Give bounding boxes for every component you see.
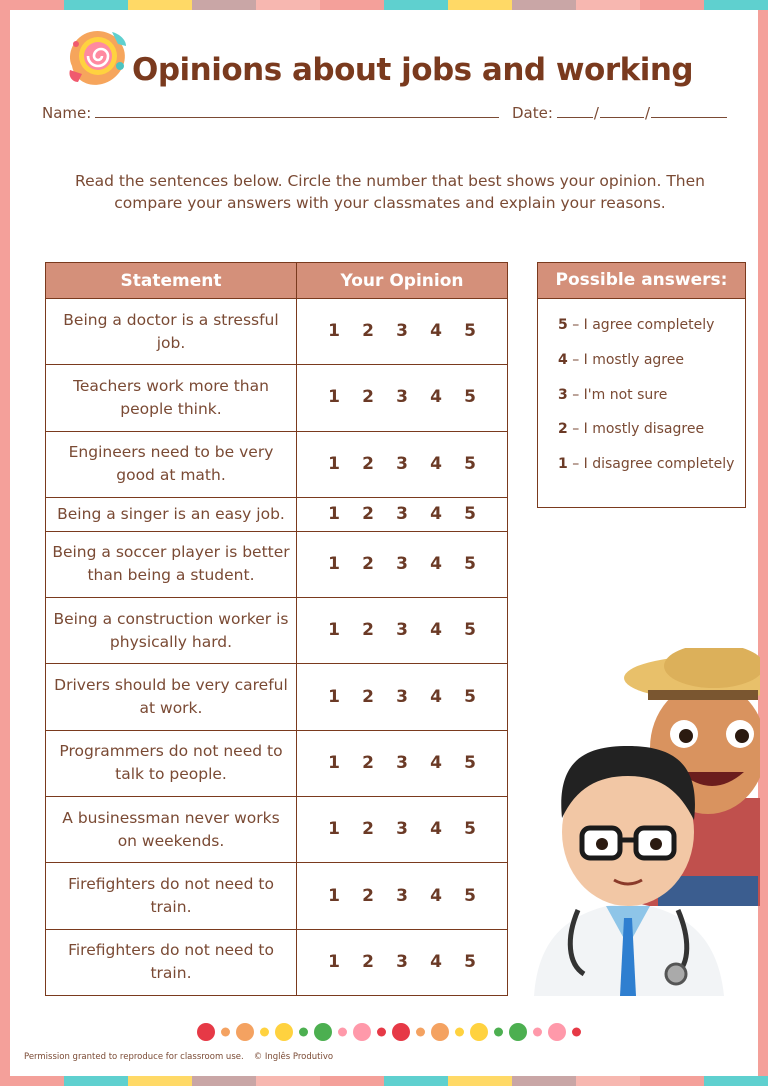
- decorative-dot: [455, 1028, 464, 1037]
- table-row: [46, 598, 508, 664]
- bottom-color-stripe: [0, 1076, 768, 1086]
- opinion-option[interactable]: 2: [362, 752, 374, 773]
- opinion-scale: [303, 619, 501, 642]
- opinion-scale: [303, 386, 501, 409]
- answer-item: [558, 313, 745, 348]
- opinion-option[interactable]: 5: [464, 553, 476, 574]
- possible-answers-title: Possible answers:: [538, 263, 745, 299]
- opinion-option[interactable]: 5: [464, 951, 476, 972]
- top-color-stripe: [0, 0, 768, 10]
- opinion-option[interactable]: 4: [430, 387, 442, 408]
- answer-text: – I mostly disagree: [567, 421, 705, 438]
- table-row: [46, 497, 508, 531]
- opinion-option[interactable]: 4: [430, 752, 442, 773]
- opinion-option[interactable]: 5: [464, 503, 476, 524]
- stripe-segment: [192, 0, 256, 10]
- decorative-dot: [509, 1023, 527, 1041]
- decorative-dot: [572, 1028, 581, 1037]
- decorative-dot: [353, 1023, 371, 1041]
- opinion-option[interactable]: 5: [464, 752, 476, 773]
- opinion-option[interactable]: 3: [396, 686, 408, 707]
- stripe-segment: [704, 1076, 768, 1086]
- statement-cell: Being a doctor is a stressful job.: [46, 299, 297, 365]
- stripe-segment: [384, 1076, 448, 1086]
- opinion-option[interactable]: 3: [396, 503, 408, 524]
- stripe-segment: [576, 1076, 640, 1086]
- stripe-segment: [512, 0, 576, 10]
- page-frame-left: [0, 0, 10, 1086]
- statement-cell: Firefighters do not need to train.: [46, 929, 297, 995]
- opinion-cell: [297, 531, 508, 597]
- stripe-segment: [320, 1076, 384, 1086]
- opinion-option[interactable]: 1: [328, 951, 340, 972]
- answer-text: – I agree completely: [567, 317, 715, 333]
- opinion-scale: [303, 818, 501, 841]
- name-date-row: [42, 104, 732, 122]
- opinion-option[interactable]: 4: [430, 553, 442, 574]
- date-month-blank[interactable]: [600, 104, 644, 118]
- swirl-logo-icon: [64, 26, 130, 88]
- opinion-option[interactable]: 1: [328, 321, 340, 342]
- opinion-scale: [303, 752, 501, 775]
- stripe-segment: [256, 0, 320, 10]
- opinion-option[interactable]: 5: [464, 620, 476, 641]
- stripe-segment: [704, 0, 768, 10]
- decorative-dot: [416, 1028, 425, 1037]
- opinion-option[interactable]: 5: [464, 387, 476, 408]
- opinion-header: Your Opinion: [297, 263, 508, 299]
- opinion-option[interactable]: 2: [362, 819, 374, 840]
- answer-number: 5: [558, 317, 568, 333]
- date-label: Date:: [512, 104, 553, 122]
- opinion-cell: [297, 929, 508, 995]
- opinion-option[interactable]: 5: [464, 321, 476, 342]
- decorative-dot: [260, 1028, 269, 1037]
- opinion-option[interactable]: 3: [396, 553, 408, 574]
- possible-answers-box: [537, 262, 746, 508]
- stripe-segment: [384, 0, 448, 10]
- decorative-dot: [236, 1023, 254, 1041]
- opinion-option[interactable]: 2: [362, 686, 374, 707]
- instructions: Read the sentences below. Circle the number that best shows your opinion. Then compare your answers with your classmates and explain your reasons.: [75, 172, 705, 212]
- date-separator: /: [593, 104, 599, 122]
- opinion-option[interactable]: 2: [362, 453, 374, 474]
- opinion-option[interactable]: 2: [362, 503, 374, 524]
- answer-number: 4: [558, 351, 568, 368]
- answer-number: 3: [558, 386, 568, 403]
- opinion-option[interactable]: 1: [328, 819, 340, 840]
- date-separator: /: [644, 104, 651, 122]
- page-title: Opinions about jobs and working: [132, 52, 694, 88]
- decorative-dot: [377, 1028, 386, 1037]
- opinion-option[interactable]: 4: [430, 686, 442, 707]
- answer-item: [558, 383, 745, 418]
- stripe-segment: [64, 1076, 128, 1086]
- statement-cell: Programmers do not need to talk to people.: [46, 730, 297, 796]
- opinion-cell: [297, 299, 508, 365]
- opinion-cell: [297, 431, 508, 497]
- decorative-dot: [338, 1028, 347, 1037]
- decorative-dot: [275, 1023, 293, 1041]
- opinion-option[interactable]: 3: [396, 819, 408, 840]
- answer-item: [558, 417, 745, 452]
- table-row: [46, 365, 508, 431]
- table-header-row: [46, 263, 508, 299]
- opinion-option[interactable]: 1: [328, 686, 340, 707]
- opinion-scale: [303, 686, 501, 709]
- statement-cell: A businessman never works on weekends.: [46, 797, 297, 863]
- opinion-option[interactable]: 5: [464, 686, 476, 707]
- decorative-dot: [314, 1023, 332, 1041]
- opinion-option[interactable]: 2: [362, 885, 374, 906]
- opinion-option[interactable]: 4: [430, 885, 442, 906]
- stripe-segment: [0, 0, 64, 10]
- copyright-note: © Inglês Produtivo: [253, 1052, 334, 1062]
- stripe-segment: [256, 1076, 320, 1086]
- opinion-option[interactable]: 3: [396, 321, 408, 342]
- decorative-dot: [197, 1023, 215, 1041]
- opinion-option[interactable]: 5: [464, 819, 476, 840]
- table-row: [46, 431, 508, 497]
- table-row: [46, 664, 508, 730]
- decorative-dot: [431, 1023, 449, 1041]
- opinion-cell: [297, 365, 508, 431]
- opinion-cell: [297, 664, 508, 730]
- opinion-option[interactable]: 4: [430, 620, 442, 641]
- stripe-segment: [512, 1076, 576, 1086]
- opinion-cell: [297, 863, 508, 929]
- statement-cell: Being a soccer player is better than being a student.: [46, 531, 297, 597]
- table-row: [46, 299, 508, 365]
- answer-item: [558, 452, 745, 487]
- decorative-dot: [494, 1028, 503, 1037]
- opinion-option[interactable]: 2: [362, 553, 374, 574]
- opinion-option[interactable]: 5: [464, 885, 476, 906]
- decorative-dot: [548, 1023, 566, 1041]
- stripe-segment: [576, 0, 640, 10]
- opinion-scale: [303, 320, 501, 343]
- answer-text: – I'm not sure: [567, 386, 668, 403]
- opinion-option[interactable]: 1: [328, 885, 340, 906]
- opinion-option[interactable]: 2: [362, 951, 374, 972]
- opinion-cell: [297, 598, 508, 664]
- statement-cell: Firefighters do not need to train.: [46, 863, 297, 929]
- answer-number: 1: [558, 456, 568, 473]
- stripe-segment: [192, 1076, 256, 1086]
- decorative-dot-row: [196, 1021, 608, 1043]
- stripe-segment: [128, 1076, 192, 1086]
- opinion-option[interactable]: 1: [328, 620, 340, 641]
- stripe-segment: [640, 1076, 704, 1086]
- opinion-cell: [297, 497, 508, 531]
- permission-note: Permission granted to reproduce for classroom use.: [24, 1052, 244, 1062]
- opinion-option[interactable]: 1: [328, 387, 340, 408]
- opinion-option[interactable]: 3: [396, 387, 408, 408]
- stripe-segment: [448, 1076, 512, 1086]
- opinion-option[interactable]: 2: [362, 321, 374, 342]
- answer-number: 2: [558, 421, 568, 438]
- opinion-option[interactable]: 4: [430, 321, 442, 342]
- decorative-dot: [533, 1028, 542, 1037]
- opinion-option[interactable]: 4: [430, 503, 442, 524]
- opinion-option[interactable]: 4: [430, 819, 442, 840]
- opinion-table: [45, 262, 508, 996]
- decorative-dot: [221, 1028, 230, 1037]
- stripe-segment: [320, 0, 384, 10]
- opinion-option[interactable]: 3: [396, 885, 408, 906]
- table-row: [46, 531, 508, 597]
- opinion-option[interactable]: 2: [362, 387, 374, 408]
- opinion-scale: [303, 951, 501, 974]
- statement-cell: Being a construction worker is physically hard.: [46, 598, 297, 664]
- table-row: [46, 929, 508, 995]
- table-row: [46, 863, 508, 929]
- decorative-dot: [392, 1023, 410, 1041]
- statement-header: Statement: [46, 263, 297, 299]
- decorative-dot: [299, 1028, 308, 1037]
- opinion-option[interactable]: 4: [430, 951, 442, 972]
- decorative-dot: [470, 1023, 488, 1041]
- page-footer: [24, 1052, 333, 1062]
- opinion-cell: [297, 797, 508, 863]
- statement-cell: Engineers need to be very good at math.: [46, 431, 297, 497]
- date-year-blank[interactable]: [651, 104, 727, 118]
- statement-cell: Teachers work more than people think.: [46, 365, 297, 431]
- opinion-cell: [297, 730, 508, 796]
- answer-item: [558, 348, 745, 383]
- answer-text: – I disagree completely: [567, 456, 735, 473]
- opinion-scale: [303, 553, 501, 576]
- opinion-scale: [303, 885, 501, 908]
- doctor-and-worker-illustration: [528, 648, 760, 996]
- statement-cell: Being a singer is an easy job.: [46, 497, 297, 531]
- opinion-option[interactable]: 1: [328, 752, 340, 773]
- date-field: [512, 104, 727, 122]
- opinion-option[interactable]: 1: [328, 553, 340, 574]
- stripe-segment: [128, 0, 192, 10]
- name-blank[interactable]: [95, 104, 499, 118]
- opinion-option[interactable]: 5: [464, 453, 476, 474]
- stripe-segment: [0, 1076, 64, 1086]
- opinion-option[interactable]: 2: [362, 620, 374, 641]
- date-day-blank[interactable]: [557, 104, 593, 118]
- possible-answers-list: [538, 299, 745, 487]
- opinion-scale: [303, 503, 501, 526]
- table-row: [46, 797, 508, 863]
- stripe-segment: [448, 0, 512, 10]
- answer-text: – I mostly agree: [567, 351, 684, 368]
- stripe-segment: [64, 0, 128, 10]
- opinion-option[interactable]: 3: [396, 951, 408, 972]
- stripe-segment: [640, 0, 704, 10]
- opinion-option[interactable]: 3: [396, 453, 408, 474]
- table-row: [46, 730, 508, 796]
- opinion-option[interactable]: 3: [396, 752, 408, 773]
- opinion-option[interactable]: 1: [328, 453, 340, 474]
- opinion-option[interactable]: 3: [396, 620, 408, 641]
- opinion-option[interactable]: 1: [328, 503, 340, 524]
- opinion-scale: [303, 453, 501, 476]
- name-label: Name:: [42, 104, 92, 122]
- opinion-option[interactable]: 4: [430, 453, 442, 474]
- statement-cell: Drivers should be very careful at work.: [46, 664, 297, 730]
